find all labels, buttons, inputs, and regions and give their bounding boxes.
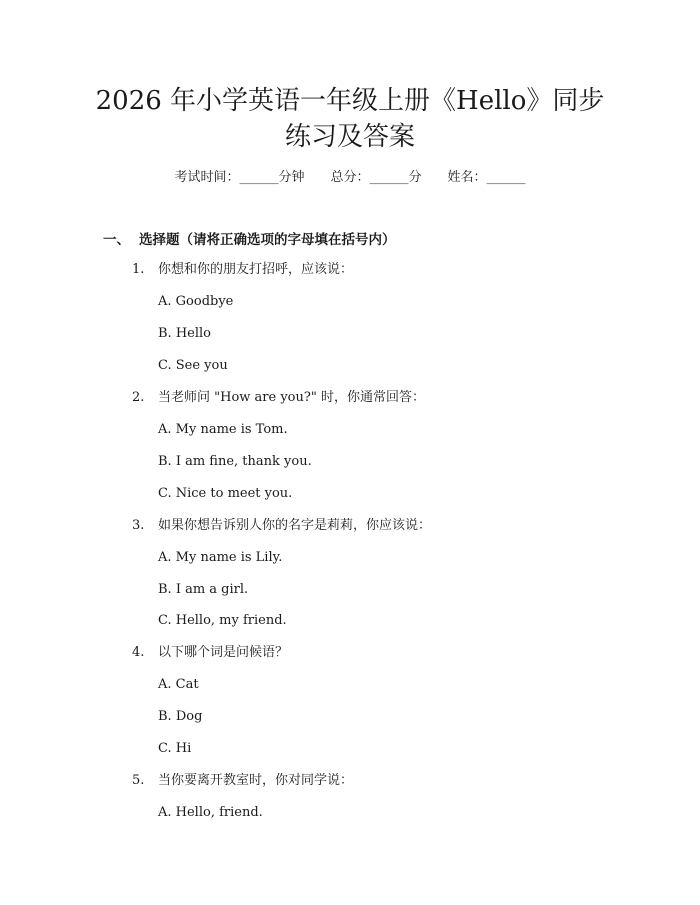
section-title: 选择题（请将正确选项的字母填在括号内） xyxy=(139,232,396,248)
question-text: 如果你想告诉别人你的名字是莉莉，你应该说： xyxy=(158,518,432,533)
exam-score: 总分：______分 xyxy=(330,170,422,185)
section-number: 一、 xyxy=(103,232,130,248)
title-line-2: 练习及答案 xyxy=(284,122,415,152)
question-number: 1. xyxy=(132,262,145,277)
option: B. I am a girl. xyxy=(158,582,249,597)
option: B. Dog xyxy=(158,709,203,724)
question-text: 当老师问 "How are you?" 时，你通常回答： xyxy=(158,390,425,405)
section-heading xyxy=(103,230,396,250)
question-text: 当你要离开教室时，你对同学说： xyxy=(158,773,354,788)
question-text: 你想和你的朋友打招呼，应该说： xyxy=(158,262,354,277)
option: B. I am fine, thank you. xyxy=(158,454,312,469)
option: A. Cat xyxy=(158,677,199,692)
exam-time: 考试时间：______分钟 xyxy=(174,170,305,185)
option: C. Hello, my friend. xyxy=(158,613,287,628)
question-4 xyxy=(132,644,288,662)
option: B. Hello xyxy=(158,326,211,341)
question-number: 4. xyxy=(132,645,145,660)
option: C. Hi xyxy=(158,741,192,756)
option: C. Nice to meet you. xyxy=(158,486,293,501)
title-line-1: 2026 年小学英语一年级上册《Hello》同步 xyxy=(95,86,605,116)
question-3 xyxy=(132,517,431,535)
option: C. See you xyxy=(158,358,228,373)
option: A. Hello, friend. xyxy=(158,805,263,820)
option: A. My name is Tom. xyxy=(158,422,288,437)
question-1 xyxy=(132,261,353,279)
student-name: 姓名：______ xyxy=(447,170,526,185)
question-number: 2. xyxy=(132,390,145,405)
option: A. Goodbye xyxy=(158,294,234,309)
exam-info xyxy=(0,168,700,188)
question-5 xyxy=(132,772,353,790)
question-number: 5. xyxy=(132,773,145,788)
question-number: 3. xyxy=(132,518,145,533)
question-text: 以下哪个词是问候语？ xyxy=(158,645,289,660)
question-2 xyxy=(132,389,425,407)
option: A. My name is Lily. xyxy=(158,550,283,565)
